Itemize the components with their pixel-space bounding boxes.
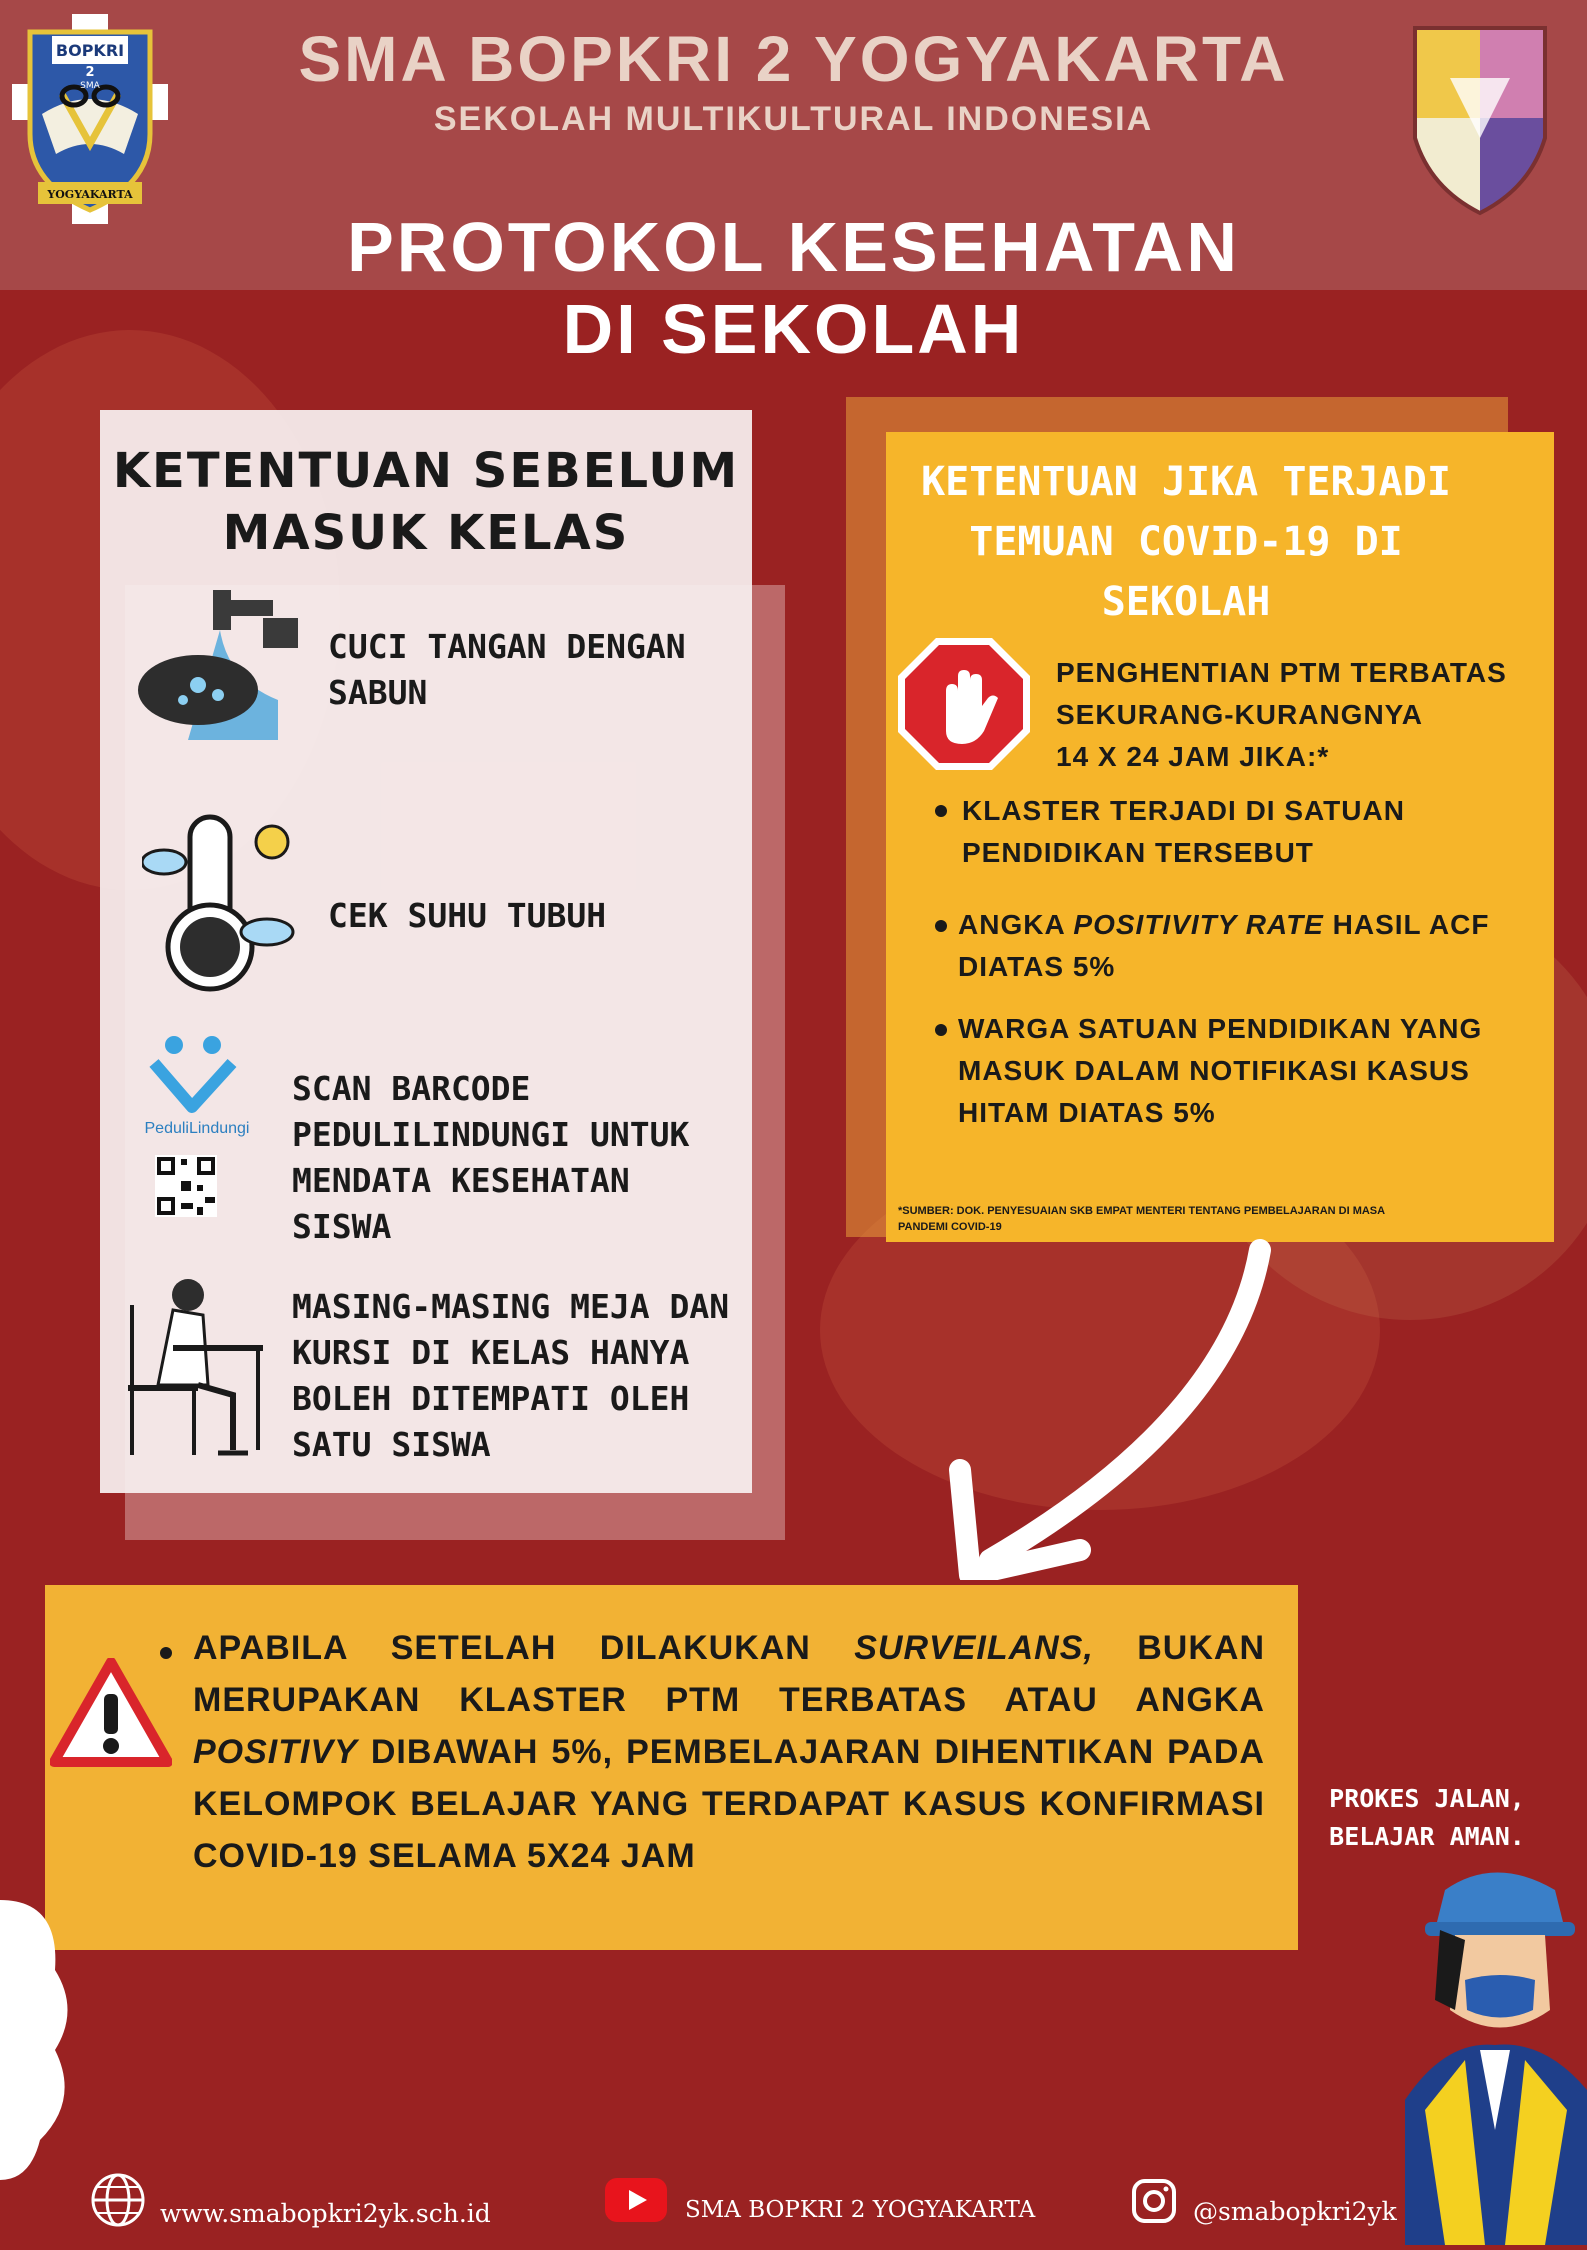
rule-scan-barcode-text: SCAN BARCODE PEDULILINDUNGI UNTUK MENDATA KESEHATAN SISWA [292, 1069, 690, 1246]
cloud-decoration [0, 1880, 80, 2180]
website-link[interactable]: www.smabopkri2yk.sch.id [160, 2199, 491, 2228]
bullet-dot [935, 920, 947, 932]
student-desk-icon [118, 1275, 268, 1465]
instagram-icon [1131, 2178, 1177, 2224]
qr-code-icon [155, 1155, 217, 1217]
stop-hand-icon [896, 636, 1032, 772]
bullet-dot [160, 1647, 172, 1659]
pedulilindungi-label: PeduliLindungi [144, 1120, 250, 1137]
right-panel-heading: KETENTUAN JIKA TERJADI TEMUAN COVID-19 DI SEKOLAH [921, 459, 1451, 625]
youtube-channel-link[interactable]: SMA BOPKRI 2 YOGYAKARTA [685, 2197, 1036, 2223]
globe-icon [90, 2172, 146, 2228]
pedulilindungi-icon [142, 1035, 252, 1150]
page-title-line1: PROTOKOL KESEHATAN [347, 208, 1240, 286]
criteria-cluster: KLASTER TERJADI DI SATUAN PENDIDIKAN TERSEBUT [962, 795, 1405, 868]
svg-text:BOPKRI: BOPKRI [55, 41, 125, 60]
slogan: PROKES JALAN, BELAJAR AMAN. [1329, 1784, 1525, 1851]
left-panel-heading: KETENTUAN SEBELUM MASUK KELAS [112, 443, 740, 561]
svg-text:SMA: SMA [80, 81, 100, 91]
surveillance-notice-text: APABILA SETELAH DILAKUKAN SURVEILANS, BUKAN MERUPAKAN KLASTER PTM TERBATAS ATAU ANGKA POSITIVY DIBAWAH 5%, PEMBELAJARAN DIHENTIKAN PADA KELOMPOK BELAJAR YANG TERDAPAT KASUS KONFIRMASI COVID-19 SELAMA 5X24 JAM [193, 1629, 1265, 1875]
school-name: SMA BOPKRI 2 YOGYAKARTA [298, 23, 1289, 95]
criteria-positivity-rate: ANGKA POSITIVITY RATE HASIL ACF DIATAS 5% [958, 909, 1490, 982]
instagram-handle-link[interactable]: @smabopkri2yk [1193, 2197, 1397, 2226]
page-title-line2: DI SEKOLAH [562, 290, 1025, 368]
rule-handwash-text: CUCI TANGAN DENGAN SABUN [328, 627, 686, 712]
school-tagline: SEKOLAH MULTIKULTURAL INDONESIA [433, 100, 1154, 138]
multicultural-shield-icon [1410, 18, 1550, 218]
source-note: *SUMBER: DOK. PENYESUAIAN SKB EMPAT MENTERI TENTANG PEMBELAJARAN DI MASA PANDEMI COVID-19 [898, 1205, 1386, 1233]
hand-wash-icon [128, 590, 298, 750]
bullet-dot [935, 1024, 947, 1036]
svg-text:YOGYAKARTA: YOGYAKARTA [47, 188, 133, 201]
criteria-black-notification: WARGA SATUAN PENDIDIKAN YANG MASUK DALAM NOTIFIKASI KASUS HITAM DIATAS 5% [958, 1013, 1483, 1128]
thermometer-icon [142, 812, 302, 992]
rule-temperature-text: CEK SUHU TUBUH [328, 896, 607, 935]
youtube-icon [605, 2178, 667, 2222]
curved-arrow-icon [930, 1230, 1280, 1580]
ptm-stop-intro: PENGHENTIAN PTM TERBATAS SEKURANG-KURANGNYA 14 X 24 JAM JIKA:* [1056, 657, 1507, 772]
student-mascot-illustration [1405, 1860, 1587, 2245]
warning-icon [50, 1658, 172, 1768]
svg-text:2: 2 [85, 65, 95, 80]
bullet-dot [935, 805, 947, 817]
page-title [0, 206, 1587, 370]
rule-desk-text: MASING-MASING MEJA DAN KURSI DI KELAS HANYA BOLEH DITEMPATI OLEH SATU SISWA [292, 1287, 730, 1464]
